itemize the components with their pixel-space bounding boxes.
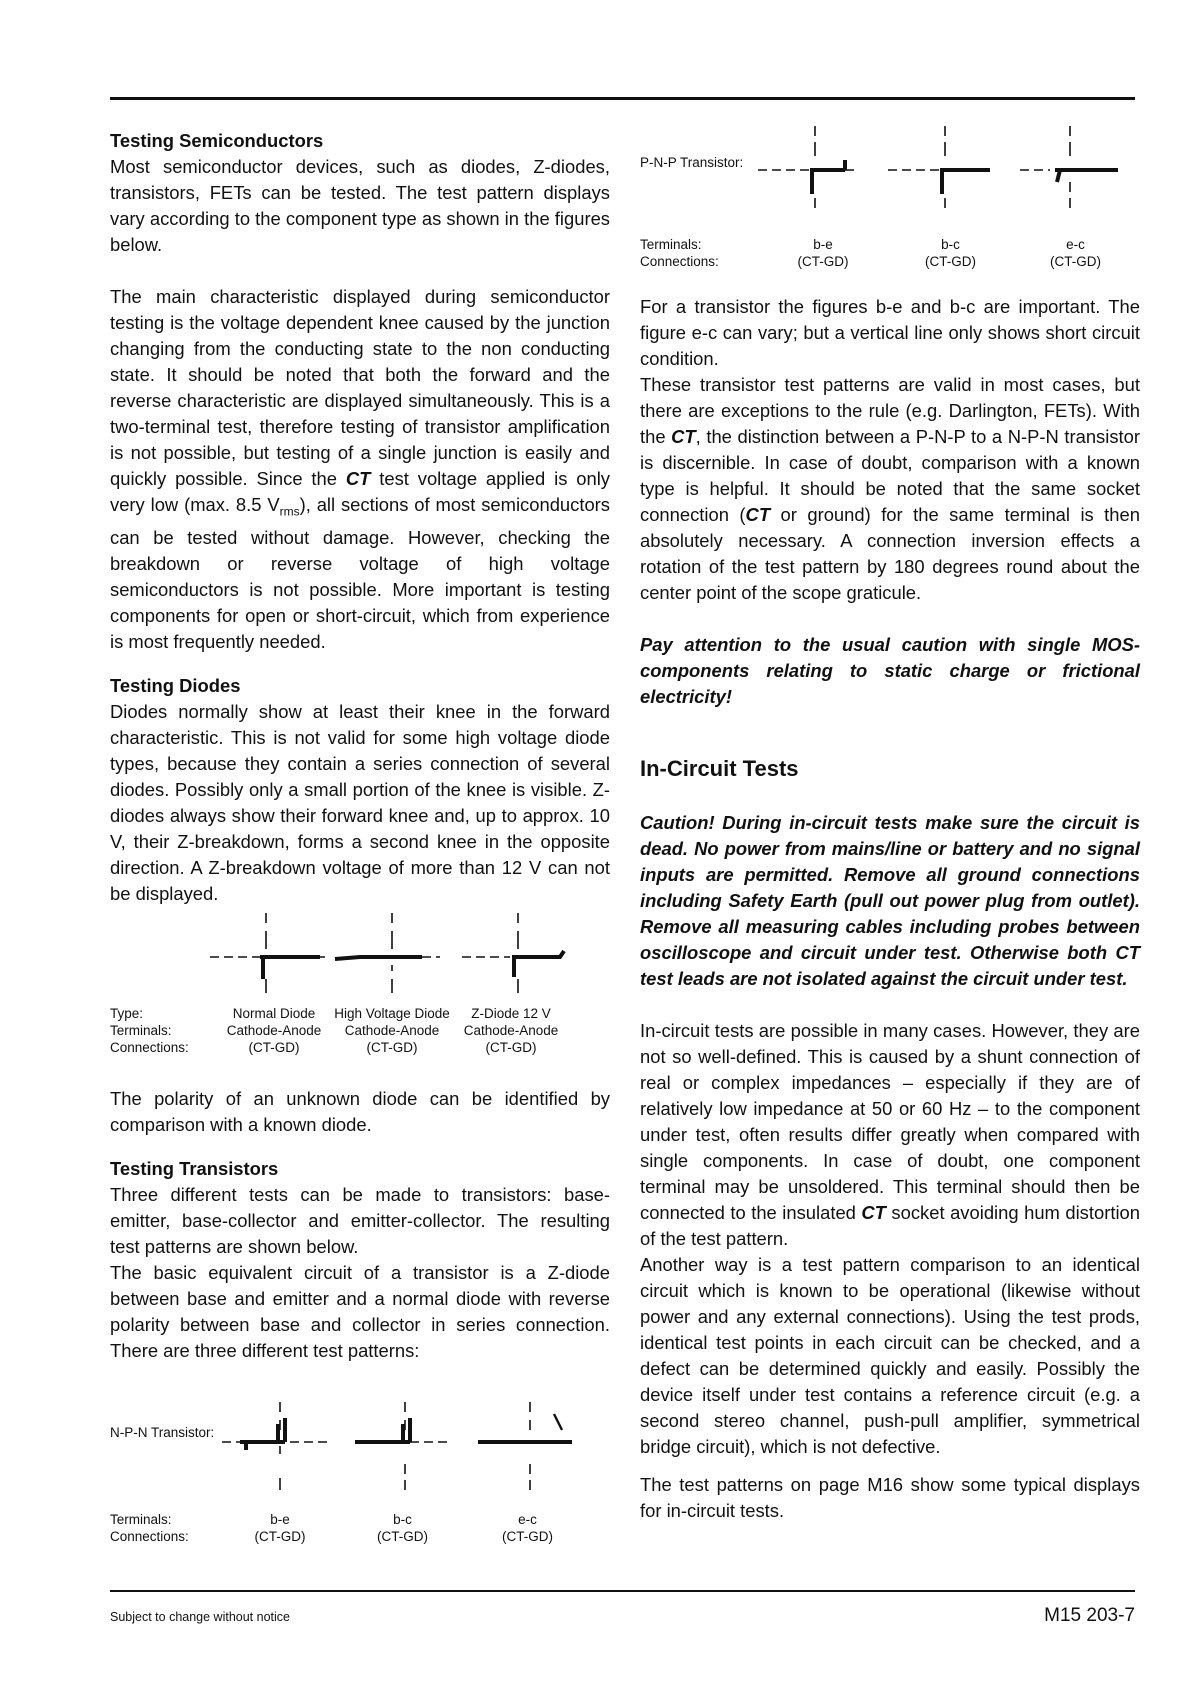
npn-pattern-bc: [355, 1402, 450, 1490]
heading-in-circuit: In-Circuit Tests: [640, 756, 799, 781]
npn-captions: Terminals: b-e b-c e-c Connections: (CT-GD) (CT-GD) (CT-GD): [110, 1511, 553, 1544]
diodes-body: Diodes normally show at least their knee in the forward characteristic. This is not valid for some high voltage diode types, because they contain a series connection of several diodes. Possibly only a small portion of the knee is visible. Z-diodes always show their forward knee and, up to approx. 10 V, their Z-breakdown, forms a second knee in the opposite direction. A Z-breakdown voltage of more than 12 V can not be displayed.: [110, 700, 610, 904]
page-number: M15 203-7: [1044, 1605, 1135, 1626]
transistors-intro: Three different tests can be made to transistors: base-emitter, base-collector and emitter-collector. The resulting test patterns are shown below.: [110, 1183, 610, 1257]
pnp-figure: [640, 122, 1140, 218]
pnp-pattern-be: [758, 126, 858, 208]
transistor-exceptions: These transistor test patterns are valid in most cases, but there are exceptions to the rule (e.g. Darlington, FETs). With the CT, the distinction between a P-N-P to a N-P-N transistor is discernible. In case of doubt, comparison with a known type is helpful. It should be noted that the same socket connection (CT or ground) for the same terminal is then absolutely necessary. A connection inversion effects a rotation of the test pattern by 180 degrees round about the center point of the scope graticule.: [640, 374, 1140, 603]
bottom-rule: [110, 1590, 1135, 1592]
transistors-equivalent: The basic equivalent circuit of a transistor is a Z-diode between base and emitter and a normal diode with reverse polarity between base and collector in series connection. There are three different test patterns:: [110, 1261, 610, 1361]
pattern-hv-diode: [335, 913, 440, 993]
semiconductors-body: The main characteristic displayed during semiconductor testing is the voltage dependent knee caused by the junction changing from the conducting state to the non conducting state. It should be noted that both the forward and the reverse characteristic are displayed simultaneously. This is a two-terminal test, therefore testing of transistor amplification is not possible, but testing of a single junction is easily and quickly possible. Since the CT test voltage applied is only very low (max. 8.5 $V_{rms}$), all sections of most semiconductors can be tested without damage. However, checking the breakdown or reverse voltage of high voltage semiconductors is not possible. More important is testing components for open or short-circuit, which from experience is most frequently needed.: [110, 286, 611, 652]
transistor-figure-note: For a transistor the figures b-e and b-c are important. The figure e-c can vary; but a vertical line only shows short circuit condition.: [640, 296, 1140, 369]
pnp-test-patterns: [640, 122, 1140, 218]
in-circuit-caution: Caution! During in-circuit tests make sure the circuit is dead. No power from mains/line or battery and no signal inputs are permitted. Remove all ground connections including Safety Earth (pull out power plug from outlet). Remove all measuring cables including probes between oscilloscope and circuit under test. Otherwise both CT test leads are not isolated against the circuit under test.: [640, 812, 1140, 989]
heading-diodes: Testing Diodes: [110, 674, 241, 696]
semiconductors-intro: Most semiconductor devices, such as diodes, Z-diodes, transistors, FETs can be tested. The test pattern displays vary according to the component type as shown in the figures below.: [110, 156, 610, 255]
pnp-pattern-ec: [1020, 126, 1118, 208]
diode-captions: Type: Normal Diode High Voltage Diode Z-Diode 12 V Terminals: Cathode-Anode Cathode-Anode Cathode-Anode Connections: (CT-GD) (CT-GD) (CT-GD): [110, 1005, 559, 1055]
ct-mark: CT: [345, 468, 371, 489]
npn-pattern-be: [222, 1402, 330, 1490]
npn-pattern-ec: [478, 1402, 572, 1490]
pnp-captions: Terminals: b-e b-c e-c Connections: (CT-GD) (CT-GD) (CT-GD): [640, 237, 1101, 269]
footer-notice: Subject to change without notice: [110, 1610, 290, 1624]
in-circuit-reference: The test patterns on page M16 show some typical displays for in-circuit tests.: [640, 1474, 1140, 1521]
left-column: [110, 128, 610, 1545]
in-circuit-body: In-circuit tests are possible in many cases. However, they are not so well-defined. This is caused by a shunt connection of real or complex impedances – especially if they are of relatively low impedance at 50 or 60 Hz – to the component under test, often results differ greatly when compared with single components. In case of doubt, one component terminal may be unsoldered. This terminal should then be connected to the insulated CT socket avoiding hum distortion of the test pattern.: [640, 1020, 1140, 1249]
top-rule: [110, 97, 1135, 100]
diode-polarity-note: The polarity of an unknown diode can be identified by comparison with a known diode.: [110, 1087, 610, 1135]
npn-label: N-P-N Transistor:: [110, 1424, 215, 1440]
in-circuit-comparison: Another way is a test pattern comparison to an identical circuit which is known to be operational (likewise without power and any external connections). Using the test prods, identical test points in each circuit can be checked, and a defect can be determined quickly and easily. Possibly the device itself under test contains a reference circuit (e.g. a second stereo channel, push-pull amplifier, symmetrical bridge circuit), which is not defective.: [640, 1254, 1140, 1457]
pattern-normal-diode: [210, 913, 325, 993]
npn-test-patterns: [110, 1394, 610, 1499]
pnp-label: P-N-P Transistor:: [640, 155, 744, 170]
pattern-z-diode: [462, 913, 564, 993]
heading-semiconductors: Testing Semiconductors: [110, 130, 324, 151]
pnp-pattern-bc: [888, 126, 990, 208]
heading-transistors: Testing Transistors: [110, 1157, 279, 1179]
right-column: [640, 128, 1140, 1524]
diode-test-patterns: [110, 909, 610, 999]
npn-figure: [110, 1394, 610, 1499]
mos-warning: Pay attention to the usual caution with single MOS-components relating to static charge or frictional electricity!: [640, 634, 1140, 707]
